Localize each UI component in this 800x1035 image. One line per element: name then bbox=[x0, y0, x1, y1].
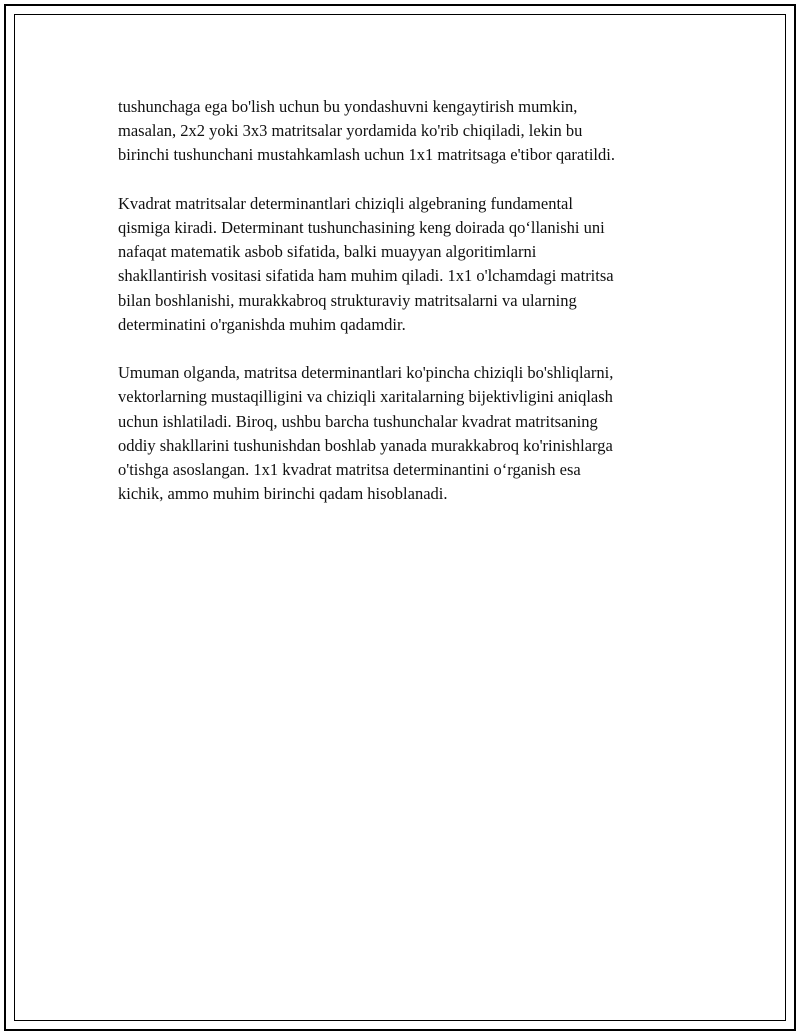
document-body bbox=[118, 95, 678, 531]
paragraph-3 bbox=[118, 361, 678, 506]
text-line: Umuman olganda, matritsa determinantlari ko'pincha chiziqli bo'shliqlarni, bbox=[118, 363, 614, 383]
text-line: tushunchaga ega bo'lish uchun bu yondashuvni kengaytirish mumkin, bbox=[118, 97, 578, 116]
text-line: nafaqat matematik asbob sifatida, balki muayyan algoritimlarni bbox=[118, 242, 537, 262]
text-line: bilan boshlanishi, murakkabroq strukturaviy matritsalarni va ularning bbox=[118, 290, 577, 310]
paragraph-2 bbox=[118, 192, 678, 337]
text-line: qismiga kiradi. Determinant tushunchasining keng doirada qo‘llanishi uni bbox=[118, 218, 605, 237]
text-line: kichik, ammo muhim birinchi qadam hisoblanadi. bbox=[118, 484, 448, 504]
text-line: determinatini o'rganishda muhim qadamdir. bbox=[118, 314, 406, 334]
text-line: Kvadrat matritsalar determinantlari chiziqli algebraning fundamental bbox=[118, 193, 573, 213]
text-line: masalan, 2x2 yoki 3x3 matritsalar yordamida ko'rib chiqiladi, lekin bu bbox=[118, 121, 583, 141]
text-line: vektorlarning mustaqilligini va chiziqli xaritalarning bijektivligini aniqlash bbox=[118, 387, 613, 407]
text-line: uchun ishlatiladi. Biroq, ushbu barcha tushunchalar kvadrat matritsaning bbox=[118, 411, 598, 431]
text-line: birinchi tushunchani mustahkamlash uchun 1x1 matritsaga e'tibor qaratildi. bbox=[118, 145, 615, 165]
text-line: oddiy shakllarini tushunishdan boshlab yanada murakkabroq ko'rinishlarga bbox=[118, 435, 613, 455]
text-line: shakllantirish vositasi sifatida ham muhim qiladi. 1x1 o'lchamdagi matritsa bbox=[118, 266, 614, 286]
paragraph-1 bbox=[118, 95, 678, 168]
text-line: o'tishga asoslangan. 1x1 kvadrat matritsa determinantini o‘rganish esa bbox=[118, 460, 581, 480]
